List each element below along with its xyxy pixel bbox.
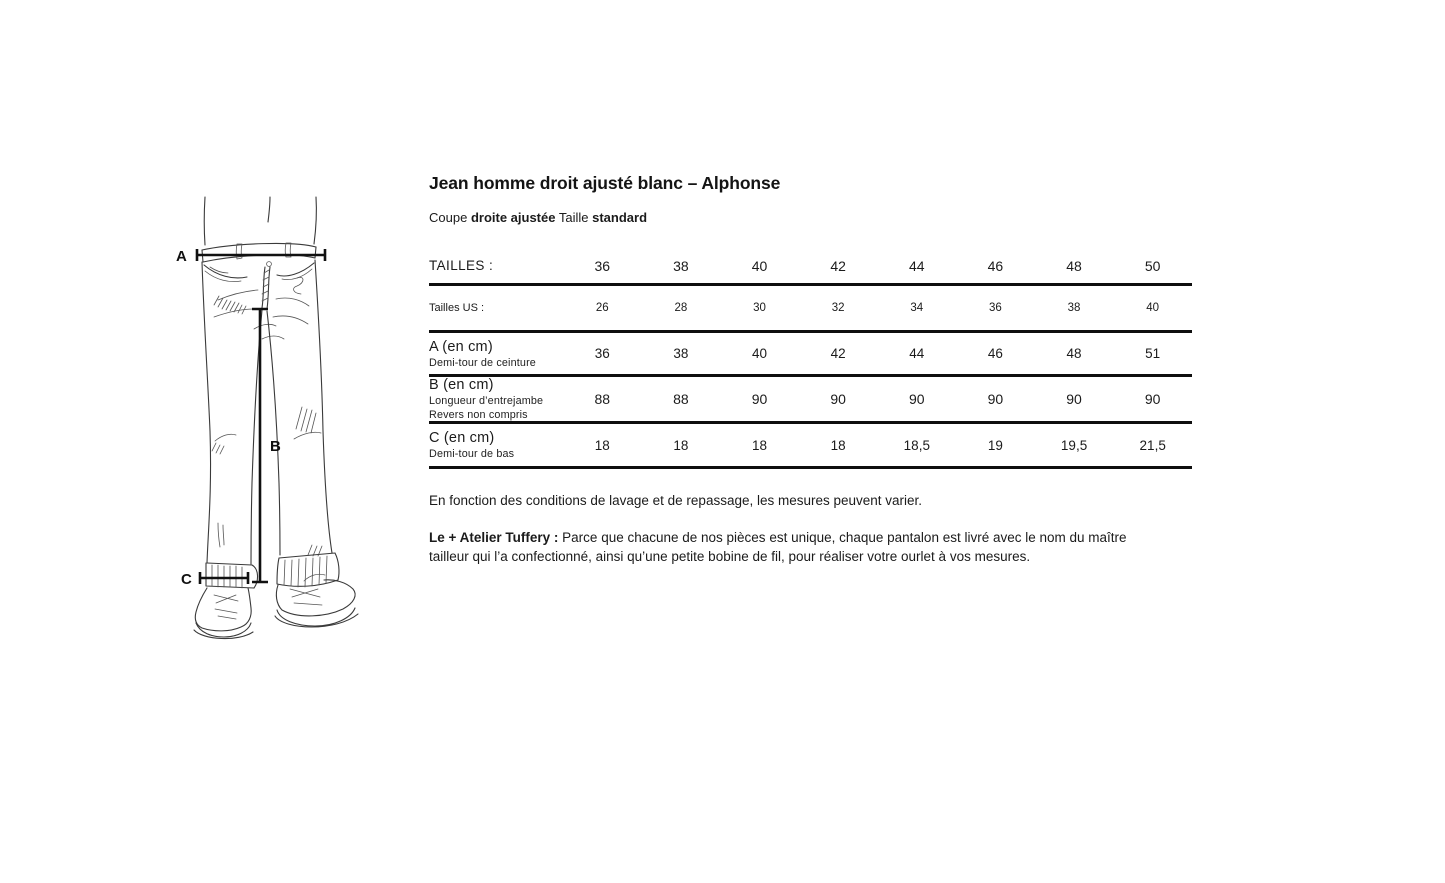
measure-c-cell: 18 bbox=[830, 437, 846, 453]
wrinkle-left-1 bbox=[218, 290, 258, 300]
washing-note: En fonction des conditions de lavage et de repassage, les mesures peuvent varier. bbox=[429, 493, 923, 508]
measure-c-label: C bbox=[181, 571, 192, 588]
size-cell: 42 bbox=[830, 257, 846, 274]
measure-b-cell: 90 bbox=[751, 391, 768, 407]
measure-b-cell: 90 bbox=[987, 391, 1004, 407]
size-cell: 46 bbox=[987, 257, 1004, 274]
table-row-c bbox=[429, 424, 1192, 469]
table-row-sizes bbox=[429, 248, 1192, 286]
taille-value: standard bbox=[592, 210, 648, 225]
row-b-title: B (en cm) bbox=[429, 377, 494, 393]
size-cell: 36 bbox=[594, 257, 611, 274]
torso-right-line bbox=[314, 197, 316, 244]
measure-a-label: A bbox=[176, 248, 187, 265]
table-row-b bbox=[429, 377, 1192, 424]
left-leg-outer bbox=[202, 262, 211, 563]
size-cell: 38 bbox=[673, 257, 689, 274]
row-c-sublabels bbox=[429, 448, 563, 460]
cuff-left-hatch bbox=[212, 565, 242, 588]
measure-a-cell: 42 bbox=[830, 346, 846, 361]
measure-c-cell: 18,5 bbox=[903, 437, 930, 453]
row-label-c bbox=[429, 430, 563, 460]
atelier-note-intro: Le + Atelier Tuffery : bbox=[429, 530, 559, 545]
row-label-sizes: TAILLES : bbox=[429, 258, 494, 273]
row-values-c bbox=[563, 438, 1192, 453]
taille-label: Taille bbox=[558, 210, 589, 225]
us-size-cell: 40 bbox=[1146, 302, 1160, 314]
squiggle-right bbox=[294, 277, 303, 294]
waist-button bbox=[267, 262, 272, 267]
us-size-cell: 30 bbox=[753, 302, 766, 314]
row-a-title: A (en cm) bbox=[429, 338, 493, 355]
knee-hatching-right bbox=[294, 407, 321, 439]
shoe-left-body bbox=[195, 588, 251, 631]
row-label-a bbox=[429, 339, 563, 369]
shoe-left-laces bbox=[214, 595, 238, 619]
row-sublabel: Longueur d’entrejambe bbox=[429, 395, 544, 407]
measure-b-cell: 90 bbox=[830, 391, 846, 407]
wrinkle-left-2 bbox=[214, 309, 254, 317]
us-size-cell: 36 bbox=[989, 302, 1002, 314]
us-size-cell: 34 bbox=[910, 302, 924, 314]
measure-c-cell: 21,5 bbox=[1139, 437, 1166, 453]
measure-a-cell: 38 bbox=[673, 346, 689, 361]
us-size-cell: 38 bbox=[1067, 302, 1081, 314]
row-b-sublabels bbox=[429, 395, 563, 421]
measure-a-cell: 48 bbox=[1066, 346, 1082, 361]
jeans-measurement-diagram bbox=[158, 183, 392, 649]
size-guide-content bbox=[429, 173, 1193, 566]
measure-b-line bbox=[252, 309, 268, 582]
measure-c-cell: 19 bbox=[987, 437, 1003, 453]
row-sublabel: Revers non compris bbox=[429, 409, 528, 421]
right-leg-outer bbox=[315, 260, 332, 553]
size-table bbox=[429, 248, 1192, 469]
size-cell: 40 bbox=[751, 257, 768, 274]
shoe-right-laces bbox=[290, 574, 325, 605]
cuff-left bbox=[206, 563, 258, 588]
fly-lines bbox=[262, 267, 270, 309]
product-title: Jean homme droit ajusté blanc – Alphonse bbox=[429, 173, 781, 193]
measure-a-cell: 40 bbox=[752, 346, 768, 361]
product-subtitle bbox=[429, 210, 1193, 225]
measure-b-cell: 88 bbox=[594, 391, 611, 407]
row-sublabel: Demi-tour de bas bbox=[429, 448, 515, 460]
row-values-us bbox=[563, 302, 1192, 314]
measure-c-cell: 18 bbox=[594, 437, 610, 453]
table-row-us-sizes bbox=[429, 286, 1192, 333]
row-values-sizes bbox=[563, 258, 1192, 274]
row-label-b bbox=[429, 377, 563, 421]
coupe-value: droite ajustée bbox=[470, 210, 556, 225]
row-label-us: Tailles US : bbox=[429, 302, 485, 314]
thigh-hatching-left bbox=[214, 296, 246, 314]
measure-a-cell: 36 bbox=[594, 346, 610, 361]
wrinkle-right bbox=[273, 298, 309, 324]
atelier-note-text: Parce que chacune de nos pièces est unique, chaque pantalon est livré avec le nom du maître tailleur qui l’a confectionné, ainsi qu’une petite bobine de fil, pour réaliser votre ourlet à vos mesures. bbox=[429, 530, 1127, 565]
row-values-a bbox=[563, 346, 1192, 361]
cuff-right bbox=[277, 553, 339, 586]
row-c-title: C (en cm) bbox=[429, 430, 495, 446]
measure-b-label: B bbox=[270, 438, 281, 455]
size-cell: 50 bbox=[1144, 257, 1161, 274]
measure-c-cell: 18 bbox=[673, 437, 689, 453]
knee-marks-left bbox=[212, 434, 236, 454]
pocket-right bbox=[277, 263, 314, 276]
measure-c-cell: 18 bbox=[752, 437, 768, 453]
us-size-cell: 26 bbox=[595, 302, 609, 314]
size-cell: 44 bbox=[909, 257, 925, 274]
row-values-b bbox=[563, 391, 1192, 407]
torso-center-line bbox=[268, 197, 270, 222]
torso-left-line bbox=[204, 197, 205, 245]
row-a-sublabels bbox=[429, 357, 563, 369]
size-cell: 48 bbox=[1066, 257, 1082, 274]
shin-marks-left bbox=[218, 523, 224, 547]
measure-b-cell: 90 bbox=[1144, 391, 1161, 407]
us-size-cell: 28 bbox=[674, 302, 688, 314]
measure-a-cell: 51 bbox=[1145, 346, 1161, 361]
coupe-label: Coupe bbox=[429, 210, 468, 225]
jeans-sketch-svg bbox=[158, 183, 392, 649]
atelier-note bbox=[429, 528, 1169, 566]
row-sublabel: Demi-tour de ceinture bbox=[429, 356, 536, 369]
waistband-top bbox=[202, 243, 316, 250]
measure-b-cell: 90 bbox=[1066, 391, 1082, 407]
measure-b-cell: 90 bbox=[909, 391, 925, 407]
measure-b-cell: 88 bbox=[673, 391, 689, 407]
us-size-cell: 32 bbox=[831, 302, 845, 314]
measure-a-cell: 46 bbox=[987, 346, 1003, 361]
measure-c-cell: 19,5 bbox=[1060, 437, 1088, 453]
measure-a-cell: 44 bbox=[909, 346, 925, 361]
cuff-right-hatch bbox=[284, 556, 327, 587]
right-leg-inner bbox=[267, 311, 280, 555]
shoe-right-sole bbox=[275, 608, 358, 627]
table-row-a bbox=[429, 333, 1192, 377]
